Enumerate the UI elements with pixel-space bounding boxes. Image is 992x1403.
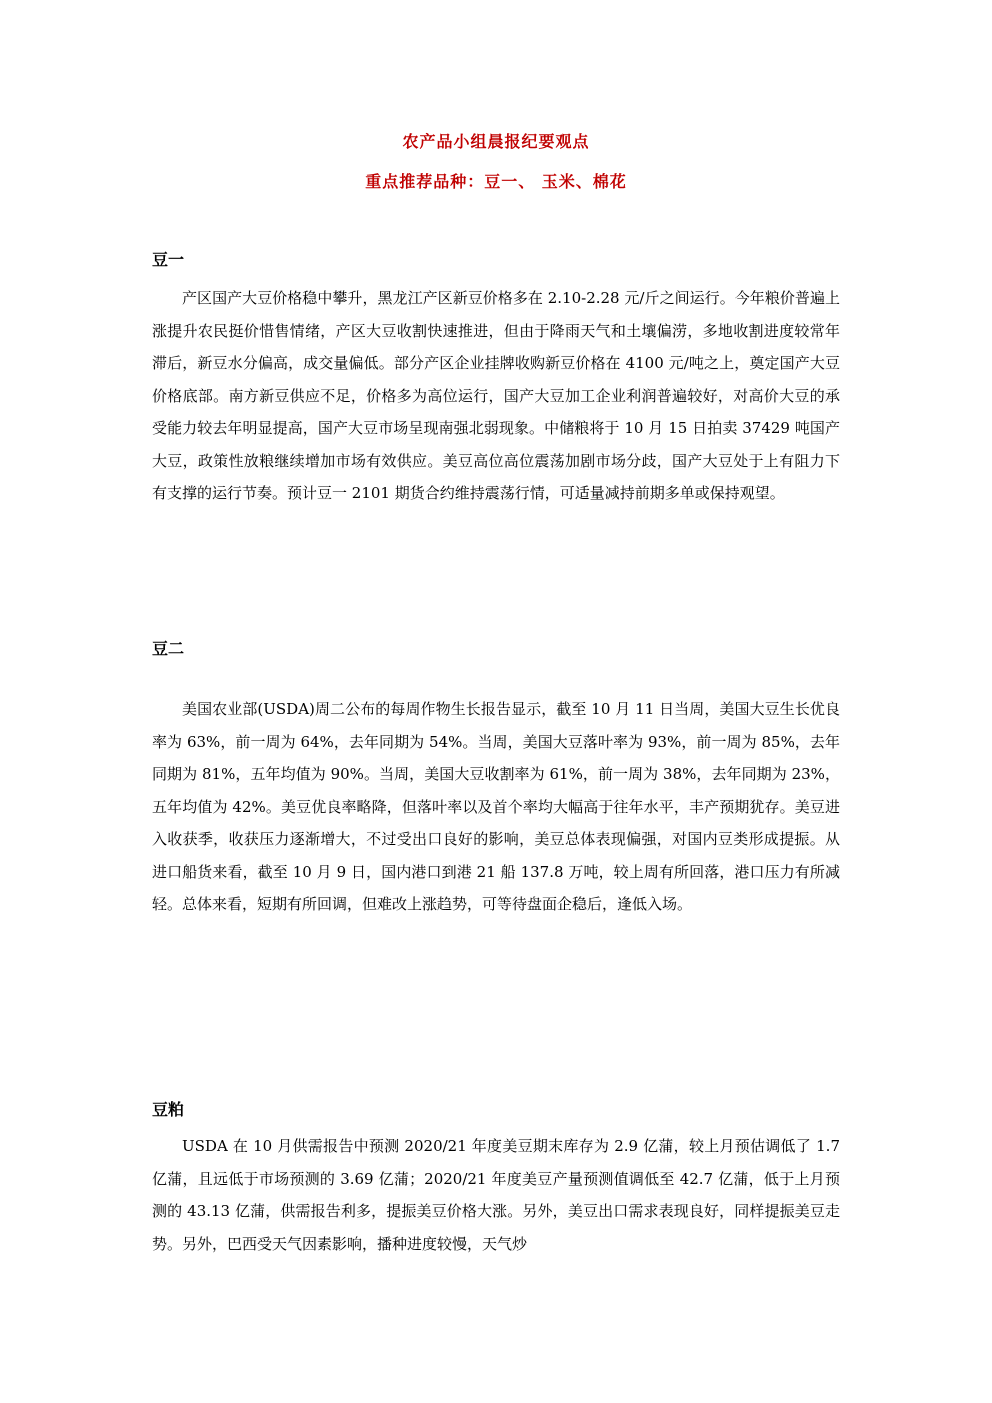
section-heading-douer: 豆二 <box>152 639 185 658</box>
document-title: 农产品小组晨报纪要观点 <box>402 132 590 151</box>
section-body-douyi: 产区国产大豆价格稳中攀升，黑龙江产区新豆价格多在 2.10-2.28 元/斤之间运行。今年粮价普遍上涨提升农民挺价惜售情绪，产区大豆收割快速推进，但由于降雨天气和土壤偏涝，多地收割进度较常年滞后，新豆水分偏高，成交量偏低。部分产区企业挂牌收购新豆价格在 4100 元/吨之上，奠定国产大豆价格底部。南方新豆供应不足，价格多为高位运行，国产大豆加工企业利润普遍较好，对高价大豆的承受能力较去年明显提高，国产大豆市场呈现南强北弱现象。中储粮将于 10 月 15 日拍卖 37429 吨国产大豆，政策性放粮继续增加市场有效供应。美豆高位高位震荡加剧市场分歧，国产大豆处于上有阻力下有支撑的运行节奏。预计豆一 2101 期货合约维持震荡行情，可适量减持前期多单或保持观望。 <box>152 289 840 502</box>
section-body-doupo: USDA 在 10 月供需报告中预测 2020/21 年度美豆期末库存为 2.9 亿蒲，较上月预估调低了 1.7 亿蒲，且远低于市场预测的 3.69 亿蒲；2020/21 年度美豆产量预测值调低至 42.7 亿蒲，低于上月预测的 43.13 亿蒲，供需报告利多，提振美豆价格大涨。另外，美豆出口需求表现良好，同样提振美豆走势。另外，巴西受天气因素影响，播种进度较慢，天气炒 <box>152 1137 840 1253</box>
section-heading-douyi: 豆一 <box>152 250 185 269</box>
section-heading-doupo: 豆粕 <box>152 1100 185 1119</box>
section-body-douer: 美国农业部(USDA)周二公布的每周作物生长报告显示，截至 10 月 11 日当周，美国大豆生长优良率为 63%，前一周为 64%，去年同期为 54%。当周，美国大豆落叶率为 93%，前一周为 85%，去年同期为 81%，五年均值为 90%。当周，美国大豆收割率为 61%，前一周为 38%，去年同期为 23%，五年均值为 42%。美豆优良率略降，但落叶率以及首个率均大幅高于往年水平，丰产预期犹存。美豆进入收获季，收获压力逐渐增大，不过受出口良好的影响，美豆总体表现偏强，对国内豆类形成提振。从进口船货来看，截至 10 月 9 日，国内港口到港 21 船 137.8 万吨，较上周有所回落，港口压力有所减轻。总体来看，短期有所回调，但难改上涨趋势，可等待盘面企稳后，逢低入场。 <box>152 700 840 913</box>
document-subtitle: 重点推荐品种：豆一、 玉米、棉花 <box>365 172 627 191</box>
